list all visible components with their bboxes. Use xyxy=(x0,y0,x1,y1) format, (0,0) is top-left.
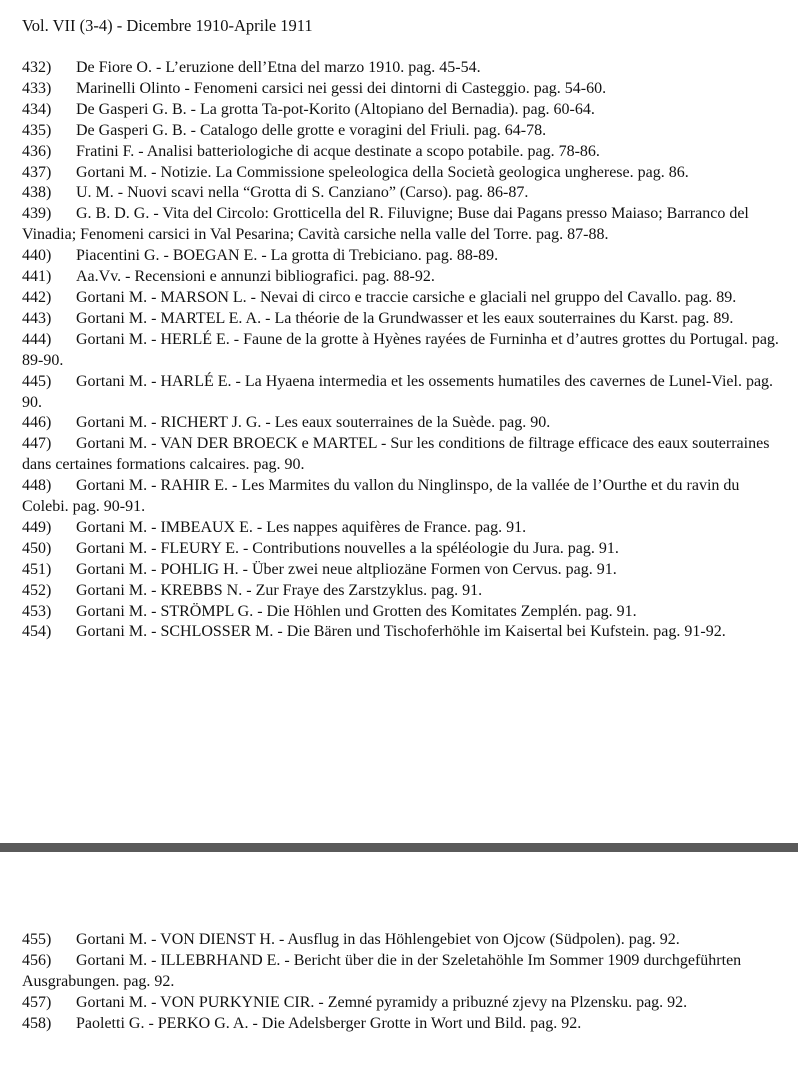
entry-list-top xyxy=(22,58,782,643)
entry-number: 446) xyxy=(22,414,52,432)
entry-author: Gortani M. xyxy=(76,518,148,536)
entry-reviewed-author: FLEURY E. xyxy=(160,539,239,557)
bibliography-entry: 433) Marinelli Olinto - Fenomeni carsici nei gessi dei dintorni di Casteggio. pag. 54-60. xyxy=(22,79,782,100)
entry-reviewed-author: PERKO G. A. xyxy=(157,1014,249,1032)
entry-number: 449) xyxy=(22,518,52,536)
entry-author: Aa.Vv. xyxy=(76,268,122,286)
entry-reviewed-author: VAN DER BROECK e MARTEL xyxy=(160,435,377,453)
entry-title: Nuovi scavi nella “Grotta di S. Canziano” (Carso). xyxy=(127,184,452,202)
entry-pages: pag. 91. xyxy=(475,518,527,536)
entry-pages: pag. 92. xyxy=(628,931,680,948)
bibliography-entry: 448) Gortani M. - RAHIR E. - Les Marmites du vallon du Ninglinspo, de la vallée de l’Ourthe et du ravin du Colebi. pag. 90-91. xyxy=(22,477,740,516)
entry-title: Les Marmites du vallon du Ninglinspo, de la vallée de l’Ourthe et du ravin du Colebi. xyxy=(22,477,740,516)
bibliography-entry: 446) Gortani M. - RICHERT J. G. - Les eaux souterraines de la Suède. pag. 90. xyxy=(22,413,782,434)
bibliography-entry: 450) Gortani M. - FLEURY E. - Contributions nouvelles a la spéléologie du Jura. pag. 91. xyxy=(22,539,782,560)
entry-number: 438) xyxy=(22,184,52,202)
entry-author: Gortani M. xyxy=(76,477,148,495)
entry-title: L’eruzione dell’Etna del marzo 1910. xyxy=(165,59,405,76)
bibliography-entry: 444) Gortani M. - HERLÉ E. - Faune de la grotte à Hyènes rayées de Furninha et d’autres grottes du Portugal. pag. 89-90. xyxy=(22,330,779,369)
entry-author: Piacentini G. xyxy=(76,247,160,265)
entry-pages: pag. 91. xyxy=(585,602,637,620)
entry-author: G. B. D. G. xyxy=(76,205,150,223)
entry-author: Fratini F. xyxy=(76,142,135,160)
entry-author: Gortani M. xyxy=(76,581,148,599)
entry-number: 457) xyxy=(22,993,52,1011)
entry-reviewed-author: VON DIENST H. xyxy=(160,931,275,948)
entry-number: 455) xyxy=(22,931,52,948)
entry-author: Gortani M. xyxy=(76,163,148,181)
volume-header: Vol. VII (3-4) - Dicembre 1910-Aprile 1911 xyxy=(22,16,313,35)
entry-author: Gortani M. xyxy=(76,414,148,432)
bibliography-entry: 456) Gortani M. - ILLEBRHAND E. - Bericht über die in der Szeletahöhle Im Sommer 1909 durchgeführten Ausgrabungen. pag. 92. xyxy=(22,951,742,990)
bibliography-entry: 438) U. M. - Nuovi scavi nella “Grotta di S. Canziano” (Carso). pag. 86-87. xyxy=(22,183,782,204)
bibliography-entry: 436) Fratini F. - Analisi batteriologiche di acque destinate a scopo potabile. pag. 78-86. xyxy=(22,142,782,163)
entry-number: 448) xyxy=(22,477,52,495)
entry-title: Notizie. La Commissione speleologica della Società geologica ungherese. xyxy=(160,163,634,181)
entry-author: Gortani M. xyxy=(76,372,148,390)
entry-title: La grotta Ta-pot-Korito (Altopiano del Bernadia). xyxy=(199,100,519,118)
entry-title: Die Adelsberger Grotte in Wort und Bild. xyxy=(261,1014,527,1032)
entry-reviewed-author: RAHIR E. xyxy=(160,477,228,495)
entry-author: De Fiore O. xyxy=(76,59,152,76)
entry-number: 445) xyxy=(22,372,52,390)
entry-pages: pag. 88-92. xyxy=(362,268,435,286)
entry-author: Gortani M. xyxy=(76,309,148,327)
entry-title: Die Bären und Tischoferhöhle im Kaisertal bei Kufstein. xyxy=(286,623,650,641)
bibliography-entry: 437) Gortani M. - Notizie. La Commissione speleologica della Società geologica ungherese. pag. 86. xyxy=(22,163,782,184)
bibliography-entry: 443) Gortani M. - MARTEL E. A. - La théorie de la Grundwasser et les eaux souterraines du Karst. pag. 89. xyxy=(22,309,782,330)
entry-pages: pag. 88-89. xyxy=(425,247,499,265)
bibliography-entry: 439) G. B. D. G. - Vita del Circolo: Grotticella del R. Filuvigne; Buse dai Pagans presso Maiaso; Barranco del Vinadia; Fenomeni carsici in Val Pesarina; Cavità carsiche nella valle del Torre. pag. 87-88. xyxy=(22,205,749,244)
entry-pages: pag. 91. xyxy=(431,581,483,599)
entry-number: 453) xyxy=(22,602,52,620)
entry-pages: pag. 89. xyxy=(685,288,737,306)
entry-number: 458) xyxy=(22,1014,52,1032)
entry-reviewed-author: VON PURKYNIE CIR. xyxy=(160,993,315,1011)
entry-pages: pag. 87-88. xyxy=(536,226,609,244)
entry-pages: pag. 90-91. xyxy=(72,498,146,516)
entry-title: Ausflug in das Höhlengebiet von Ojcow (Südpolen). xyxy=(287,931,625,948)
entry-title: Über zwei neue altpliozäne Formen von Cervus. xyxy=(251,560,562,578)
entry-author: U. M. xyxy=(76,184,114,202)
entry-pages: pag. 45-54. xyxy=(408,59,481,76)
entry-title: Nevai di circo e traccie carsiche e glaciali nel gruppo del Cavallo. xyxy=(260,288,682,306)
entry-reviewed-author: KREBBS N. xyxy=(160,581,243,599)
entry-reviewed-author: POHLIG H. xyxy=(160,560,239,578)
entry-pages: pag. 92. xyxy=(123,972,175,990)
entry-title: Contributions nouvelles a la spéléologie du Jura. xyxy=(252,539,564,557)
entry-pages: pag. 89. xyxy=(682,309,734,327)
entry-pages: pag. 86-87. xyxy=(455,184,529,202)
entry-pages: pag. 92. xyxy=(636,993,688,1011)
entry-title: Vita del Circolo: Grotticella del R. Filuvigne; Buse dai Pagans presso Maiaso; Barranco del Vinadia; Fenomeni carsici in Val Pesarina; Cavità carsiche nella valle del Torre. xyxy=(22,205,749,244)
entry-title: Recensioni e annunzi bibliografici. xyxy=(134,268,359,286)
entry-title: Sur les conditions de filtrage efficace des eaux souterraines dans certaines formations calcaires. xyxy=(22,435,770,474)
entry-number: 434) xyxy=(22,100,52,118)
entry-title: Faune de la grotte à Hyènes rayées de Furninha et d’autres grottes du Portugal. xyxy=(243,330,748,348)
entry-author: Paoletti G. xyxy=(76,1014,145,1032)
entry-pages: pag. 90. xyxy=(499,414,551,432)
bibliography-entry: 447) Gortani M. - VAN DER BROECK e MARTEL - Sur les conditions de filtrage efficace des eaux souterraines dans certaines formations calcaires. pag. 90. xyxy=(22,435,770,474)
entry-number: 452) xyxy=(22,581,52,599)
entry-title: Les nappes aquifères de France. xyxy=(266,518,471,536)
entry-number: 432) xyxy=(22,59,52,76)
entry-pages: pag. 92. xyxy=(530,1014,582,1032)
entry-pages: pag. 90. xyxy=(253,456,305,474)
entry-number: 439) xyxy=(22,205,52,223)
entry-reviewed-author: HERLÉ E. xyxy=(160,330,230,348)
entry-author: Gortani M. xyxy=(76,330,148,348)
entry-title: Zur Fraye des Zarstzyklus. xyxy=(255,581,428,599)
entry-reviewed-author: MARSON L. xyxy=(160,288,247,306)
entry-reviewed-author: MARTEL E. A. xyxy=(160,309,262,327)
entry-title: Die Höhlen und Grotten des Komitates Zemplén. xyxy=(266,602,582,620)
entry-number: 447) xyxy=(22,435,52,453)
bibliography-entry: 449) Gortani M. - IMBEAUX E. - Les nappes aquifères de France. pag. 91. xyxy=(22,518,782,539)
entry-author: Gortani M. xyxy=(76,288,148,306)
entry-author: De Gasperi G. B. xyxy=(76,121,187,139)
entry-pages: pag. 89-90. xyxy=(22,330,779,369)
entry-author: Gortani M. xyxy=(76,623,148,641)
entry-number: 437) xyxy=(22,163,52,181)
entry-author: Marinelli Olinto xyxy=(76,79,181,97)
entry-pages: pag. 78-86. xyxy=(527,142,600,160)
bibliography-entry: 455) Gortani M. - VON DIENST H. - Ausflug in das Höhlengebiet von Ojcow (Südpolen). pag. 92. xyxy=(22,930,782,951)
entry-author: Gortani M. xyxy=(76,539,148,557)
bibliography-entry: 451) Gortani M. - POHLIG H. - Über zwei neue altpliozäne Formen von Cervus. pag. 91. xyxy=(22,560,782,581)
bibliography-entry: 442) Gortani M. - MARSON L. - Nevai di circo e traccie carsiche e glaciali nel gruppo del Cavallo. pag. 89. xyxy=(22,288,782,309)
entry-pages: pag. 91. xyxy=(567,539,619,557)
entry-list-bottom xyxy=(22,930,782,1035)
entry-title: Les eaux souterraines de la Suède. xyxy=(274,414,496,432)
entry-reviewed-author: IMBEAUX E. xyxy=(160,518,253,536)
bibliography-entry: 435) De Gasperi G. B. - Catalogo delle grotte e voragini del Friuli. pag. 64-78. xyxy=(22,121,782,142)
entry-title: Bericht über die in der Szeletahöhle Im Sommer 1909 durchgeführten Ausgrabungen. xyxy=(22,951,742,990)
entry-number: 436) xyxy=(22,142,52,160)
entry-number: 454) xyxy=(22,623,52,641)
entry-number: 444) xyxy=(22,330,52,348)
entry-pages: pag. 54-60. xyxy=(533,79,607,97)
entry-reviewed-author: HARLÉ E. xyxy=(160,372,232,390)
entry-author: De Gasperi G. B. xyxy=(76,100,187,118)
bibliography-entry: 440) Piacentini G. - BOEGAN E. - La grotta di Trebiciano. pag. 88-89. xyxy=(22,246,782,267)
entry-number: 456) xyxy=(22,951,52,969)
entry-number: 442) xyxy=(22,288,52,306)
entry-author: Gortani M. xyxy=(76,560,148,578)
page-divider xyxy=(0,843,798,852)
entry-title: Catalogo delle grotte e voragini del Friuli. xyxy=(199,121,470,139)
entry-number: 451) xyxy=(22,560,52,578)
bibliography-entry: 452) Gortani M. - KREBBS N. - Zur Fraye des Zarstzyklus. pag. 91. xyxy=(22,581,782,602)
entry-title: Zemné pyramidy a pribuzné zjevy na Plzensku. xyxy=(327,993,633,1011)
entry-pages: pag. 86. xyxy=(637,163,689,181)
entry-reviewed-author: RICHERT J. G. xyxy=(160,414,262,432)
entry-author: Gortani M. xyxy=(76,931,148,948)
entry-number: 441) xyxy=(22,268,52,286)
entry-number: 435) xyxy=(22,121,52,139)
entry-pages: pag. 64-78. xyxy=(473,121,547,139)
entry-title: Fenomeni carsici nei gessi dei dintorni di Casteggio. xyxy=(193,79,530,97)
entry-title: Analisi batteriologiche di acque destinate a scopo potabile. xyxy=(146,142,524,160)
entry-pages: pag. 91-92. xyxy=(653,623,726,641)
entry-number: 443) xyxy=(22,309,52,327)
bibliography-entry: 457) Gortani M. - VON PURKYNIE CIR. - Zemné pyramidy a pribuzné zjevy na Plzensku. pag. 92. xyxy=(22,993,782,1014)
bibliography-entry: 454) Gortani M. - SCHLOSSER M. - Die Bären und Tischoferhöhle im Kaisertal bei Kufstein. pag. 91-92. xyxy=(22,622,782,643)
entry-number: 440) xyxy=(22,247,52,265)
bibliography-entry: 434) De Gasperi G. B. - La grotta Ta-pot-Korito (Altopiano del Bernadia). pag. 60-64. xyxy=(22,100,782,121)
entry-title: La grotta di Trebiciano. xyxy=(270,247,422,265)
bibliography-entry: 458) Paoletti G. - PERKO G. A. - Die Adelsberger Grotte in Wort und Bild. pag. 92. xyxy=(22,1014,782,1035)
bibliography-entry: 445) Gortani M. - HARLÉ E. - La Hyaena intermedia et les ossements humatiles des cavernes de Lunel-Viel. pag. 90. xyxy=(22,372,774,411)
entry-reviewed-author: STRÖMPL G. xyxy=(160,602,254,620)
entry-number: 433) xyxy=(22,79,52,97)
entry-reviewed-author: SCHLOSSER M. xyxy=(160,623,274,641)
entry-pages: pag. 90. xyxy=(22,372,774,411)
entry-author: Gortani M. xyxy=(76,435,148,453)
bibliography-entry: 441) Aa.Vv. - Recensioni e annunzi bibliografici. pag. 88-92. xyxy=(22,267,782,288)
bibliography-entry: 453) Gortani M. - STRÖMPL G. - Die Höhlen und Grotten des Komitates Zemplén. pag. 91. xyxy=(22,602,782,623)
entry-title: La théorie de la Grundwasser et les eaux souterraines du Karst. xyxy=(274,309,679,327)
entry-reviewed-author: ILLEBRHAND E. xyxy=(160,951,281,969)
entry-pages: pag. 91. xyxy=(565,560,617,578)
entry-author: Gortani M. xyxy=(76,951,148,969)
entry-title: La Hyaena intermedia et les ossements humatiles des cavernes de Lunel-Viel. xyxy=(244,372,742,390)
entry-reviewed-author: BOEGAN E. xyxy=(172,247,258,265)
entry-author: Gortani M. xyxy=(76,602,148,620)
entry-pages: pag. 60-64. xyxy=(522,100,595,118)
entry-number: 450) xyxy=(22,539,52,557)
entry-author: Gortani M. xyxy=(76,993,148,1011)
bibliography-entry: 432) De Fiore O. - L’eruzione dell’Etna del marzo 1910. pag. 45-54. xyxy=(22,58,782,79)
